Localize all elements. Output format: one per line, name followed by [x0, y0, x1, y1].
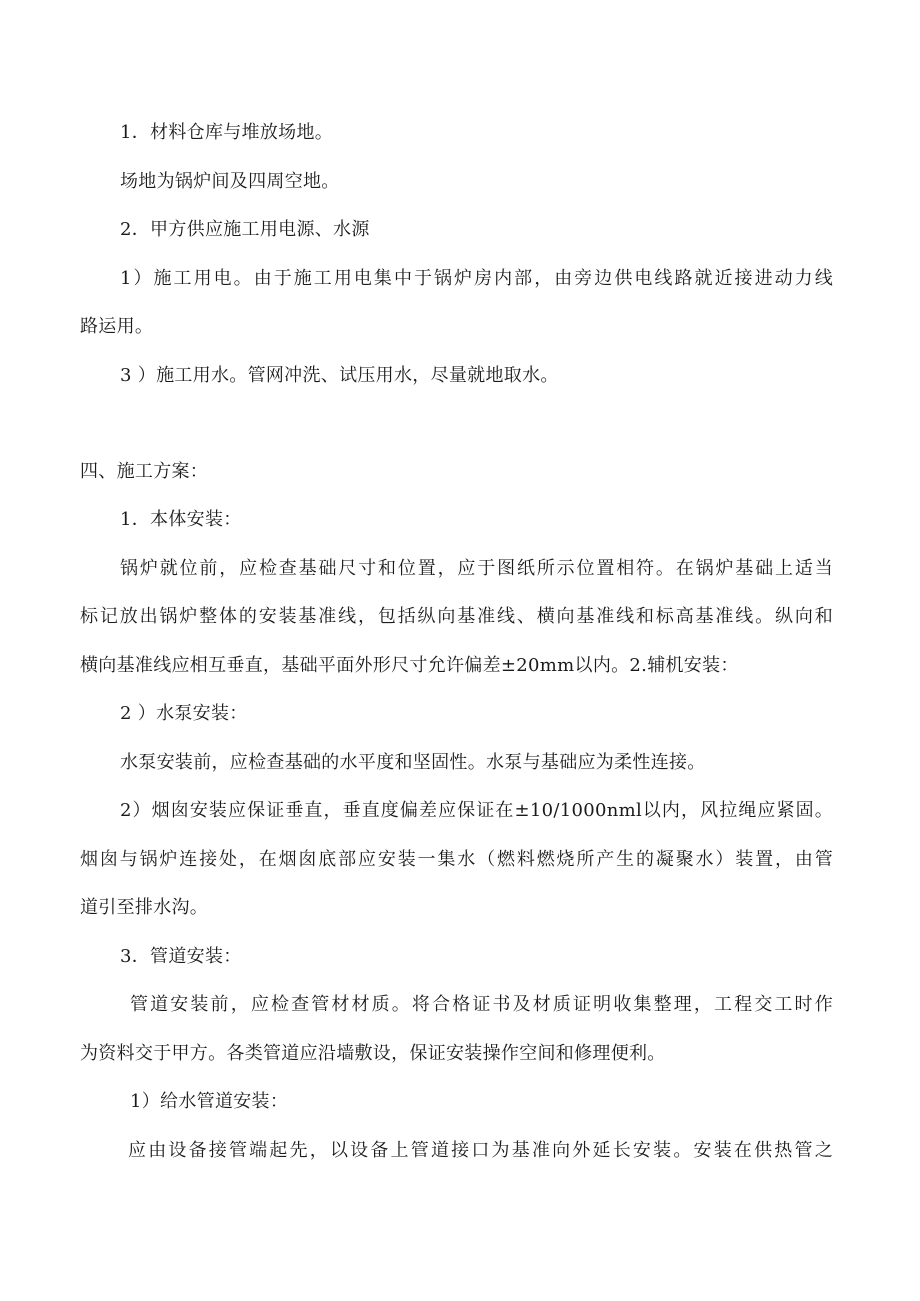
paragraph-boiler-positioning-cont2: 横向基准线应相互垂直，基础平面外形尺寸允许偏差±20mm以内。2.辅机安装： — [80, 655, 739, 676]
section-heading-materials-storage: 1．材料仓库与堆放场地。 — [120, 122, 334, 143]
paragraph-chimney-install-cont2: 道引至排水沟。 — [80, 897, 209, 918]
paragraph-site: 场地为锅炉间及四周空地。 — [120, 171, 340, 192]
paragraph-chimney-install: 2）烟囱安装应保证垂直，垂直度偏差应保证在±10/1000nml以内，风拉绳应紧固。 — [120, 800, 833, 821]
paragraph-construction-power-cont: 路运用。 — [80, 316, 154, 337]
paragraph-boiler-positioning-cont1: 标记放出锅炉整体的安装基准线，包括纵向基准线、横向基准线和标高基准线。纵向和 — [80, 606, 833, 627]
section-heading-pipe-install: 3．管道安装： — [120, 946, 242, 967]
chapter-heading-construction-plan: 四、施工方案： — [80, 461, 209, 482]
section-heading-body-install: 1．本体安装： — [120, 509, 242, 530]
paragraph-water-supply-pipe: 应由设备接管端起先，以设备上管道接口为基准向外延长安装。安装在供热管之 — [128, 1140, 833, 1161]
paragraph-pump-install: 水泵安装前，应检查基础的水平度和坚固性。水泵与基础应为柔性连接。 — [120, 752, 706, 773]
paragraph-construction-water: 3 ）施工用水。管网冲洗、试压用水，尽量就地取水。 — [120, 365, 559, 386]
paragraph-chimney-install-cont1: 烟囱与锅炉连接处，在烟囱底部应安装一集水（燃料燃烧所产生的凝聚水）装置，由管 — [80, 849, 833, 870]
paragraph-pipe-install-cont: 为资料交于甲方。各类管道应沿墙敷设，保证安装操作空间和修理便利。 — [80, 1043, 666, 1064]
paragraph-construction-power: 1）施工用电。由于施工用电集中于锅炉房内部，由旁边供电线路就近接进动力线 — [120, 268, 833, 289]
section-heading-pump-install: 2 ）水泵安装： — [120, 703, 248, 724]
section-heading-water-supply-pipe: 1）给水管道安装： — [130, 1091, 289, 1112]
paragraph-boiler-positioning: 锅炉就位前，应检查基础尺寸和位置，应于图纸所示位置相符。在锅炉基础上适当 — [120, 558, 833, 579]
section-heading-power-water: 2．甲方供应施工用电源、水源 — [120, 219, 370, 240]
paragraph-pipe-install: 管道安装前，应检查管材材质。将合格证书及材质证明收集整理，工程交工时作 — [130, 994, 833, 1015]
